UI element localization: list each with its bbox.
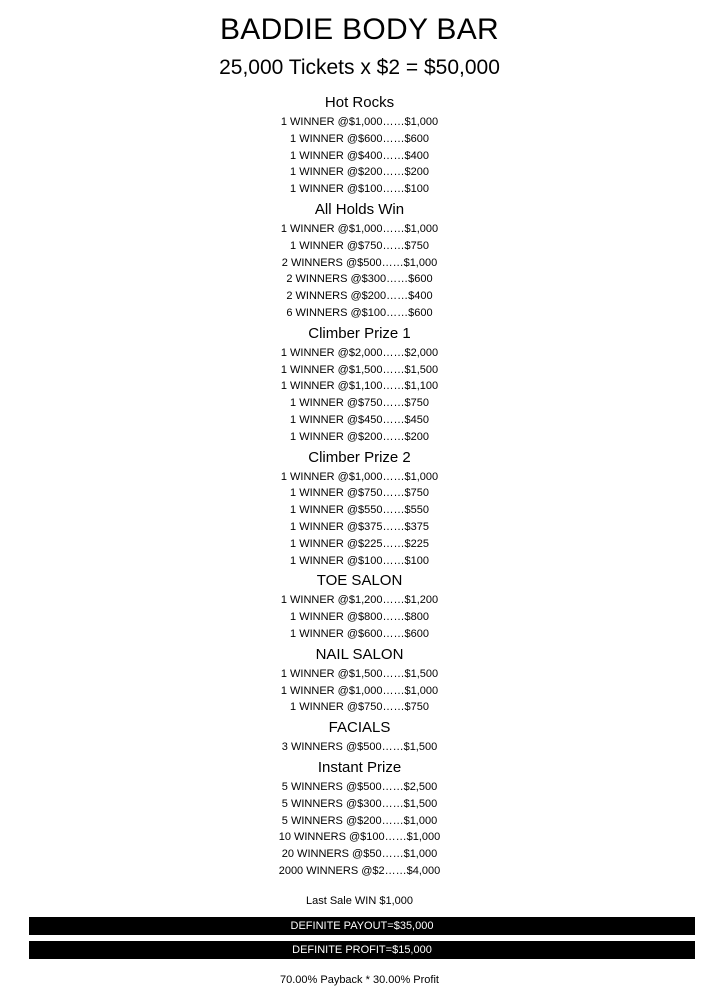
section-title: FACIALS (328, 719, 391, 737)
definite-payout-bar: DEFINITE PAYOUT=$35,000 (29, 917, 695, 935)
section-title: TOE SALON (316, 572, 403, 590)
prize-line: 1 WINNER @$1,200……$1,200 (280, 594, 439, 607)
prize-line: 1 WINNER @$200……$200 (290, 430, 429, 443)
section-facials (0, 717, 719, 756)
prize-line: 1 WINNER @$750……$750 (290, 701, 429, 714)
prize-line: 2 WINNERS @$300……$600 (286, 273, 433, 286)
last-sale-prize: Last Sale WIN $1,000 (305, 895, 413, 907)
prize-line: 1 WINNER @$1,000……$1,000 (280, 222, 439, 235)
prize-line: 1 WINNER @$750……$750 (290, 397, 429, 410)
prize-line: 1 WINNER @$1,100……$1,100 (280, 380, 439, 393)
section-nail-salon (0, 644, 719, 716)
section-title: Climber Prize 1 (308, 324, 411, 342)
section-climber-prize-2 (0, 447, 719, 570)
section-hot-rocks (0, 92, 719, 198)
ticket-summary: 25,000 Tickets x $2 = $50,000 (219, 56, 500, 79)
prize-line: 1 WINNER @$750……$750 (290, 487, 429, 500)
prize-line: 1 WINNER @$600……$600 (290, 627, 429, 640)
section-climber-prize-1 (0, 323, 719, 446)
section-title: All Holds Win (314, 200, 405, 218)
prize-line: 1 WINNER @$375……$375 (290, 520, 429, 533)
prize-line: 5 WINNERS @$300……$1,500 (281, 797, 438, 810)
section-title: Climber Prize 2 (308, 448, 411, 466)
definite-profit-bar: DEFINITE PROFIT=$15,000 (29, 941, 695, 959)
section-title: NAIL SALON (315, 645, 404, 663)
page-title: BADDIE BODY BAR (219, 13, 500, 46)
prize-line: 1 WINNER @$550……$550 (290, 504, 429, 517)
section-instant-prize (0, 757, 719, 880)
prize-sections (0, 91, 719, 880)
prize-line: 10 WINNERS @$100……$1,000 (278, 831, 441, 844)
prize-line: 1 WINNER @$1,000……$1,000 (280, 470, 439, 483)
section-all-holds-win (0, 199, 719, 322)
prize-line: 3 WINNERS @$500……$1,500 (281, 741, 438, 754)
section-toe-salon (0, 570, 719, 642)
prize-line: 2 WINNERS @$200……$400 (286, 290, 433, 303)
prize-line: 1 WINNER @$600……$600 (290, 132, 429, 145)
prize-line: 1 WINNER @$1,000……$1,000 (280, 116, 439, 128)
prize-line: 2 WINNERS @$500……$1,000 (281, 256, 438, 269)
prize-line: 1 WINNER @$400……$400 (290, 149, 429, 162)
prize-line: 1 WINNER @$800……$800 (290, 611, 429, 624)
prize-line: 1 WINNER @$750……$750 (290, 239, 429, 252)
prize-line: 1 WINNER @$450……$450 (290, 413, 429, 426)
payback-profit-footer: 70.00% Payback * 30.00% Profit (280, 974, 439, 986)
prize-line: 1 WINNER @$1,000……$1,000 (280, 684, 439, 697)
prize-line: 20 WINNERS @$50……$1,000 (281, 848, 438, 861)
prize-line: 1 WINNER @$100……$100 (290, 554, 429, 567)
prize-line: 6 WINNERS @$100……$600 (286, 306, 433, 319)
prize-line: 1 WINNER @$100……$100 (290, 183, 429, 196)
prize-line: 1 WINNER @$2,000……$2,000 (280, 346, 439, 359)
section-title: Hot Rocks (324, 94, 395, 111)
prize-line: 2000 WINNERS @$2……$4,000 (278, 864, 441, 877)
prize-line: 1 WINNER @$200……$200 (290, 166, 429, 179)
section-title: Instant Prize (317, 758, 402, 776)
prize-line: 1 WINNER @$1,500……$1,500 (280, 667, 439, 680)
prize-line: 5 WINNERS @$500……$2,500 (281, 780, 438, 793)
prize-line: 5 WINNERS @$200……$1,000 (281, 814, 438, 827)
prize-line: 1 WINNER @$1,500……$1,500 (280, 363, 439, 376)
prize-line: 1 WINNER @$225……$225 (290, 537, 429, 550)
